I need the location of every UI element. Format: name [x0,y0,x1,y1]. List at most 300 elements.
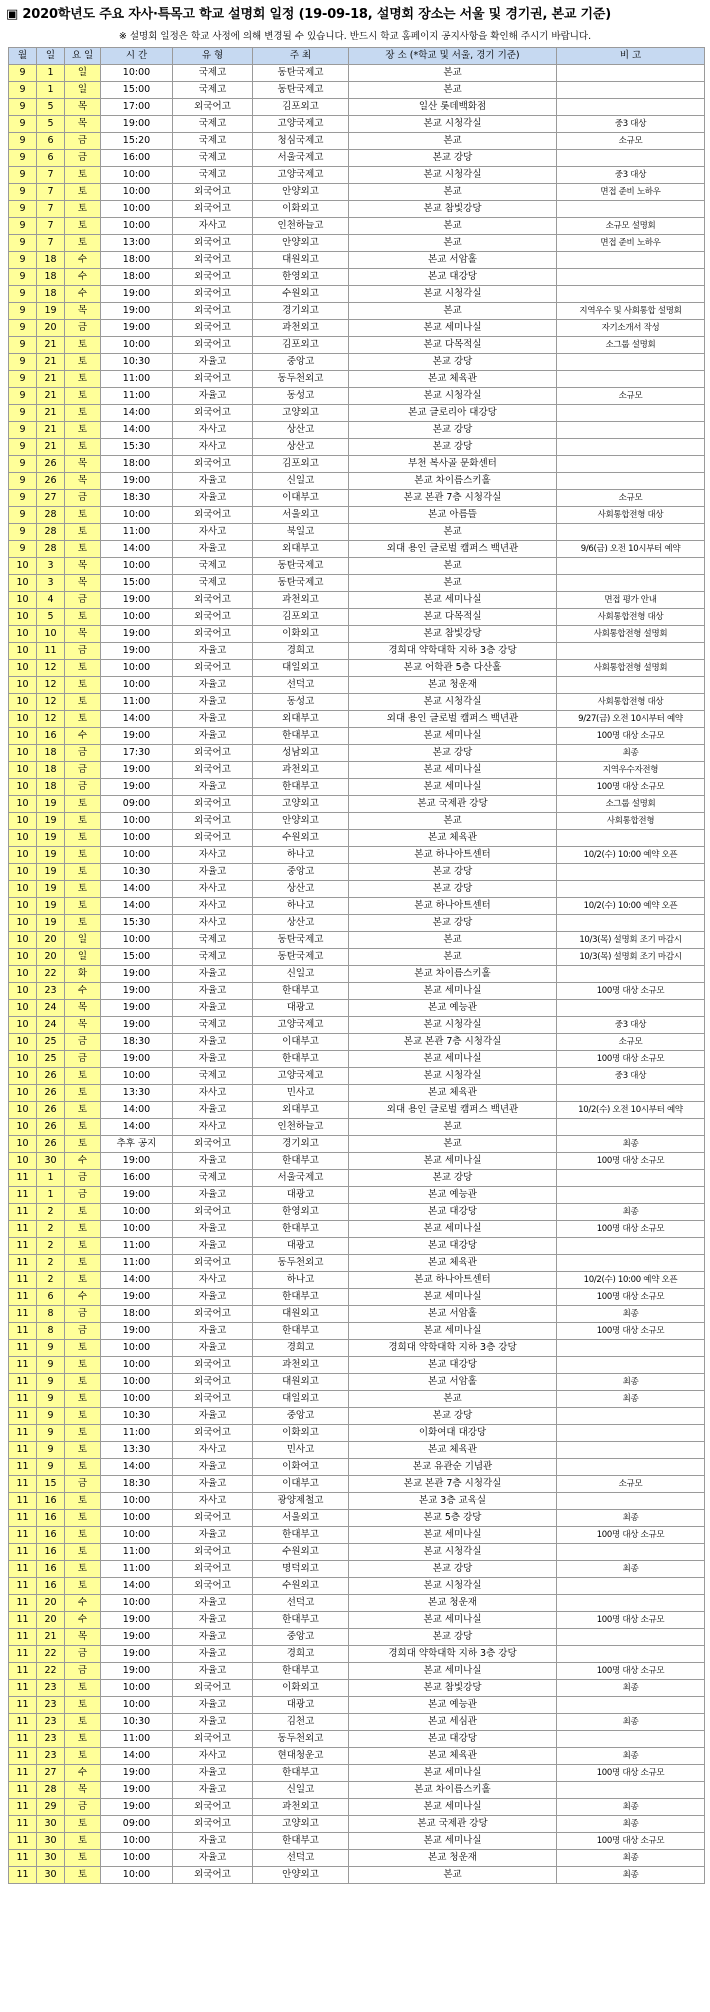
table-row [9,473,705,490]
venue-cell: 본교 [349,949,557,966]
time-cell: 19:00 [101,1000,173,1017]
time-cell: 10:00 [101,1221,173,1238]
table-row [9,456,705,473]
table-row [9,643,705,660]
table-row [9,439,705,456]
day-cell: 23 [37,983,65,1000]
type-cell: 국제고 [173,65,253,82]
weekday-cell: 토 [65,1391,101,1408]
day-cell: 30 [37,1153,65,1170]
venue-cell: 본교 강당 [349,1170,557,1187]
month-cell: 10 [9,643,37,660]
remarks-cell: 10/3(목) 설명회 조기 마감시 [557,932,705,949]
weekday-cell: 토 [65,422,101,439]
remarks-cell [557,286,705,303]
host-cell: 동두천외고 [253,1255,349,1272]
remarks-cell: 면접 준비 노하우 [557,235,705,252]
table-row [9,1153,705,1170]
time-cell: 10:00 [101,1595,173,1612]
month-cell: 9 [9,490,37,507]
remarks-cell: 최종 [557,1391,705,1408]
host-cell: 경희고 [253,1340,349,1357]
type-cell: 외국어고 [173,286,253,303]
day-cell: 19 [37,830,65,847]
table-header-row [9,48,705,65]
weekday-cell: 토 [65,1867,101,1884]
weekday-cell: 토 [65,1850,101,1867]
month-cell: 11 [9,1442,37,1459]
remarks-cell [557,966,705,983]
host-cell: 동두천외고 [253,371,349,388]
day-cell: 9 [37,1391,65,1408]
table-row [9,1170,705,1187]
remarks-cell: 지역우수자전형 [557,762,705,779]
month-cell: 10 [9,558,37,575]
venue-cell: 본교 국제관 강당 [349,796,557,813]
table-row [9,184,705,201]
remarks-cell [557,1731,705,1748]
month-cell: 11 [9,1527,37,1544]
type-cell: 국제고 [173,575,253,592]
remarks-cell: 사회통합전형 대상 [557,507,705,524]
month-cell: 11 [9,1255,37,1272]
remarks-cell [557,1000,705,1017]
remarks-cell [557,881,705,898]
time-cell: 19:00 [101,762,173,779]
type-cell: 자율고 [173,1323,253,1340]
type-cell: 외국어고 [173,830,253,847]
month-cell: 9 [9,456,37,473]
host-cell: 신일고 [253,473,349,490]
time-cell: 19:00 [101,592,173,609]
day-cell: 6 [37,133,65,150]
remarks-cell [557,422,705,439]
type-cell: 외국어고 [173,1867,253,1884]
time-cell: 19:00 [101,1663,173,1680]
remarks-cell: 중3 대상 [557,1068,705,1085]
weekday-cell: 금 [65,320,101,337]
type-cell: 외국어고 [173,99,253,116]
month-cell: 10 [9,796,37,813]
time-cell: 19:00 [101,1289,173,1306]
host-cell: 수원외고 [253,1544,349,1561]
time-cell: 10:00 [101,1527,173,1544]
venue-cell: 본교 체육관 [349,1085,557,1102]
header-type: 유 형 [173,48,253,65]
weekday-cell: 토 [65,694,101,711]
remarks-cell: 100명 대상 소규모 [557,1323,705,1340]
time-cell: 18:00 [101,252,173,269]
table-row [9,167,705,184]
type-cell: 자사고 [173,847,253,864]
time-cell: 19:00 [101,1782,173,1799]
day-cell: 9 [37,1357,65,1374]
weekday-cell: 토 [65,1408,101,1425]
table-row [9,1680,705,1697]
month-cell: 11 [9,1697,37,1714]
weekday-cell: 토 [65,167,101,184]
month-cell: 11 [9,1629,37,1646]
schedule-table [8,47,705,1884]
host-cell: 대일외고 [253,1391,349,1408]
venue-cell: 본교 서암홀 [349,1306,557,1323]
day-cell: 26 [37,1102,65,1119]
host-cell: 북일고 [253,524,349,541]
table-row [9,201,705,218]
remarks-cell [557,1255,705,1272]
weekday-cell: 토 [65,1340,101,1357]
host-cell: 선덕고 [253,677,349,694]
weekday-cell: 토 [65,1544,101,1561]
type-cell: 자사고 [173,1272,253,1289]
type-cell: 자율고 [173,1629,253,1646]
time-cell: 10:30 [101,354,173,371]
host-cell: 고양국제고 [253,167,349,184]
header-host: 주 최 [253,48,349,65]
time-cell: 19:00 [101,303,173,320]
table-row [9,609,705,626]
weekday-cell: 금 [65,150,101,167]
month-cell: 9 [9,116,37,133]
time-cell: 10:30 [101,1408,173,1425]
table-row [9,1442,705,1459]
type-cell: 국제고 [173,133,253,150]
remarks-cell: 면접 준비 노하우 [557,184,705,201]
weekday-cell: 수 [65,983,101,1000]
weekday-cell: 금 [65,133,101,150]
venue-cell: 본교 본관 7층 시청각실 [349,1034,557,1051]
remarks-cell: 소그룹 설명회 [557,337,705,354]
time-cell: 14:00 [101,422,173,439]
table-row [9,1765,705,1782]
month-cell: 11 [9,1799,37,1816]
host-cell: 중앙고 [253,354,349,371]
venue-cell: 본교 [349,558,557,575]
host-cell: 한대부고 [253,1663,349,1680]
weekday-cell: 토 [65,388,101,405]
venue-cell: 본교 시청각실 [349,388,557,405]
month-cell: 9 [9,439,37,456]
weekday-cell: 목 [65,99,101,116]
month-cell: 10 [9,1017,37,1034]
host-cell: 동탄국제고 [253,558,349,575]
table-row [9,1034,705,1051]
remarks-cell: 소그룹 설명회 [557,796,705,813]
day-cell: 9 [37,1374,65,1391]
table-row [9,1578,705,1595]
month-cell: 11 [9,1833,37,1850]
venue-cell: 외대 용인 글로벌 캠퍼스 백년관 [349,1102,557,1119]
type-cell: 외국어고 [173,1544,253,1561]
header-day: 일 [37,48,65,65]
month-cell: 11 [9,1187,37,1204]
weekday-cell: 토 [65,1102,101,1119]
table-row [9,82,705,99]
type-cell: 자율고 [173,1697,253,1714]
host-cell: 고양외고 [253,1816,349,1833]
month-cell: 11 [9,1714,37,1731]
host-cell: 광양제철고 [253,1493,349,1510]
weekday-cell: 토 [65,1578,101,1595]
venue-cell: 외대 용인 글로벌 캠퍼스 백년관 [349,711,557,728]
host-cell: 민사고 [253,1442,349,1459]
day-cell: 24 [37,1017,65,1034]
table-row [9,1629,705,1646]
time-cell: 13:30 [101,1442,173,1459]
weekday-cell: 목 [65,1629,101,1646]
host-cell: 인천하늘고 [253,1119,349,1136]
month-cell: 11 [9,1731,37,1748]
remarks-cell: 최종 [557,1561,705,1578]
venue-cell: 본교 어학관 5층 다산홀 [349,660,557,677]
time-cell: 13:00 [101,235,173,252]
table-row [9,1085,705,1102]
table-row [9,1374,705,1391]
type-cell: 외국어고 [173,762,253,779]
day-cell: 20 [37,932,65,949]
day-cell: 19 [37,847,65,864]
weekday-cell: 토 [65,1680,101,1697]
month-cell: 11 [9,1765,37,1782]
type-cell: 국제고 [173,150,253,167]
host-cell: 이대부고 [253,490,349,507]
weekday-cell: 토 [65,354,101,371]
remarks-cell: 소규모 [557,1476,705,1493]
remarks-cell: 자기소개서 작성 [557,320,705,337]
weekday-cell: 토 [65,1255,101,1272]
host-cell: 이대부고 [253,1034,349,1051]
table-row [9,507,705,524]
month-cell: 11 [9,1306,37,1323]
venue-cell: 본교 청운재 [349,1850,557,1867]
weekday-cell: 목 [65,1017,101,1034]
month-cell: 9 [9,371,37,388]
month-cell: 10 [9,864,37,881]
month-cell: 9 [9,82,37,99]
day-cell: 23 [37,1748,65,1765]
host-cell: 이화외고 [253,1680,349,1697]
remarks-cell: 중3 대상 [557,1017,705,1034]
host-cell: 과천외고 [253,762,349,779]
month-cell: 11 [9,1782,37,1799]
month-cell: 9 [9,473,37,490]
venue-cell: 본교 세미나실 [349,1527,557,1544]
weekday-cell: 목 [65,626,101,643]
host-cell: 한대부고 [253,1833,349,1850]
host-cell: 동두천외고 [253,1731,349,1748]
month-cell: 10 [9,813,37,830]
table-row [9,745,705,762]
day-cell: 9 [37,1408,65,1425]
host-cell: 이대부고 [253,1476,349,1493]
weekday-cell: 수 [65,269,101,286]
month-cell: 11 [9,1850,37,1867]
remarks-cell [557,82,705,99]
day-cell: 21 [37,439,65,456]
remarks-cell: 최종 [557,745,705,762]
day-cell: 23 [37,1697,65,1714]
remarks-cell: 100명 대상 소규모 [557,983,705,1000]
type-cell: 외국어고 [173,1357,253,1374]
time-cell: 11:00 [101,371,173,388]
table-row [9,1612,705,1629]
type-cell: 외국어고 [173,201,253,218]
remarks-cell [557,830,705,847]
remarks-cell [557,405,705,422]
month-cell: 11 [9,1357,37,1374]
month-cell: 11 [9,1680,37,1697]
venue-cell: 본교 대강당 [349,1357,557,1374]
venue-cell: 본교 강당 [349,915,557,932]
remarks-cell: 사회통합전형 설명회 [557,660,705,677]
host-cell: 동탄국제고 [253,575,349,592]
venue-cell: 본교 대강당 [349,269,557,286]
host-cell: 한대부고 [253,1612,349,1629]
table-row [9,1102,705,1119]
type-cell: 국제고 [173,167,253,184]
time-cell: 19:00 [101,1612,173,1629]
day-cell: 9 [37,1459,65,1476]
weekday-cell: 토 [65,1731,101,1748]
host-cell: 중앙고 [253,864,349,881]
weekday-cell: 수 [65,1765,101,1782]
time-cell: 14:00 [101,898,173,915]
weekday-cell: 토 [65,1068,101,1085]
host-cell: 민사고 [253,1085,349,1102]
type-cell: 자율고 [173,983,253,1000]
remarks-cell [557,456,705,473]
month-cell: 11 [9,1748,37,1765]
weekday-cell: 금 [65,1306,101,1323]
table-row [9,1646,705,1663]
remarks-cell [557,558,705,575]
table-row [9,150,705,167]
month-cell: 9 [9,524,37,541]
time-cell: 10:00 [101,660,173,677]
day-cell: 1 [37,65,65,82]
weekday-cell: 토 [65,813,101,830]
table-row [9,1221,705,1238]
day-cell: 19 [37,898,65,915]
type-cell: 자율고 [173,1289,253,1306]
venue-cell: 본교 [349,235,557,252]
type-cell: 외국어고 [173,1136,253,1153]
table-row [9,558,705,575]
month-cell: 10 [9,881,37,898]
month-cell: 11 [9,1476,37,1493]
month-cell: 10 [9,609,37,626]
month-cell: 9 [9,354,37,371]
table-row [9,235,705,252]
month-cell: 11 [9,1374,37,1391]
host-cell: 한대부고 [253,1221,349,1238]
host-cell: 서울국제고 [253,1170,349,1187]
host-cell: 청심국제고 [253,133,349,150]
day-cell: 1 [37,82,65,99]
type-cell: 외국어고 [173,745,253,762]
time-cell: 15:00 [101,575,173,592]
remarks-cell: 100명 대상 소규모 [557,1833,705,1850]
remarks-cell: 최종 [557,1850,705,1867]
time-cell: 19:00 [101,983,173,1000]
table-row [9,592,705,609]
weekday-cell: 금 [65,1034,101,1051]
host-cell: 선덕고 [253,1595,349,1612]
time-cell: 10:00 [101,1340,173,1357]
time-cell: 10:00 [101,1697,173,1714]
type-cell: 외국어고 [173,1255,253,1272]
table-row [9,218,705,235]
table-row [9,252,705,269]
time-cell: 19:00 [101,1646,173,1663]
venue-cell: 본교 [349,1119,557,1136]
venue-cell: 본교 세미나실 [349,1323,557,1340]
day-cell: 21 [37,337,65,354]
day-cell: 20 [37,1612,65,1629]
month-cell: 10 [9,1136,37,1153]
remarks-cell: 100명 대상 소규모 [557,1612,705,1629]
type-cell: 자율고 [173,1221,253,1238]
weekday-cell: 목 [65,303,101,320]
venue-cell: 본교 [349,813,557,830]
remarks-cell: 중3 대상 [557,167,705,184]
table-row [9,1510,705,1527]
host-cell: 고양외고 [253,796,349,813]
day-cell: 19 [37,915,65,932]
table-row [9,286,705,303]
month-cell: 11 [9,1867,37,1884]
type-cell: 자율고 [173,1527,253,1544]
venue-cell: 본교 세미나실 [349,1833,557,1850]
host-cell: 수원외고 [253,830,349,847]
type-cell: 외국어고 [173,269,253,286]
type-cell: 자율고 [173,1000,253,1017]
venue-cell: 본교 강당 [349,745,557,762]
day-cell: 21 [37,1629,65,1646]
time-cell: 19:00 [101,779,173,796]
host-cell: 서울외고 [253,507,349,524]
weekday-cell: 토 [65,1714,101,1731]
time-cell: 14:00 [101,1748,173,1765]
time-cell: 19:00 [101,1799,173,1816]
day-cell: 24 [37,1000,65,1017]
schedule-body [9,65,705,1884]
type-cell: 자율고 [173,643,253,660]
host-cell: 신일고 [253,1782,349,1799]
time-cell: 15:00 [101,82,173,99]
venue-cell: 본교 체육관 [349,1442,557,1459]
venue-cell: 경희대 약학대학 지하 3층 강당 [349,1646,557,1663]
table-row [9,337,705,354]
table-row [9,133,705,150]
host-cell: 상산고 [253,881,349,898]
header-month: 월 [9,48,37,65]
time-cell: 10:00 [101,677,173,694]
month-cell: 10 [9,1119,37,1136]
weekday-cell: 토 [65,1136,101,1153]
venue-cell: 본교 차이름스키홀 [349,966,557,983]
day-cell: 28 [37,507,65,524]
day-cell: 19 [37,303,65,320]
remarks-cell [557,1782,705,1799]
table-row [9,983,705,1000]
host-cell: 동성고 [253,388,349,405]
remarks-cell [557,1595,705,1612]
remarks-cell: 최종 [557,1680,705,1697]
venue-cell: 본교 시청각실 [349,1578,557,1595]
remarks-cell [557,1340,705,1357]
remarks-cell: 최종 [557,1306,705,1323]
